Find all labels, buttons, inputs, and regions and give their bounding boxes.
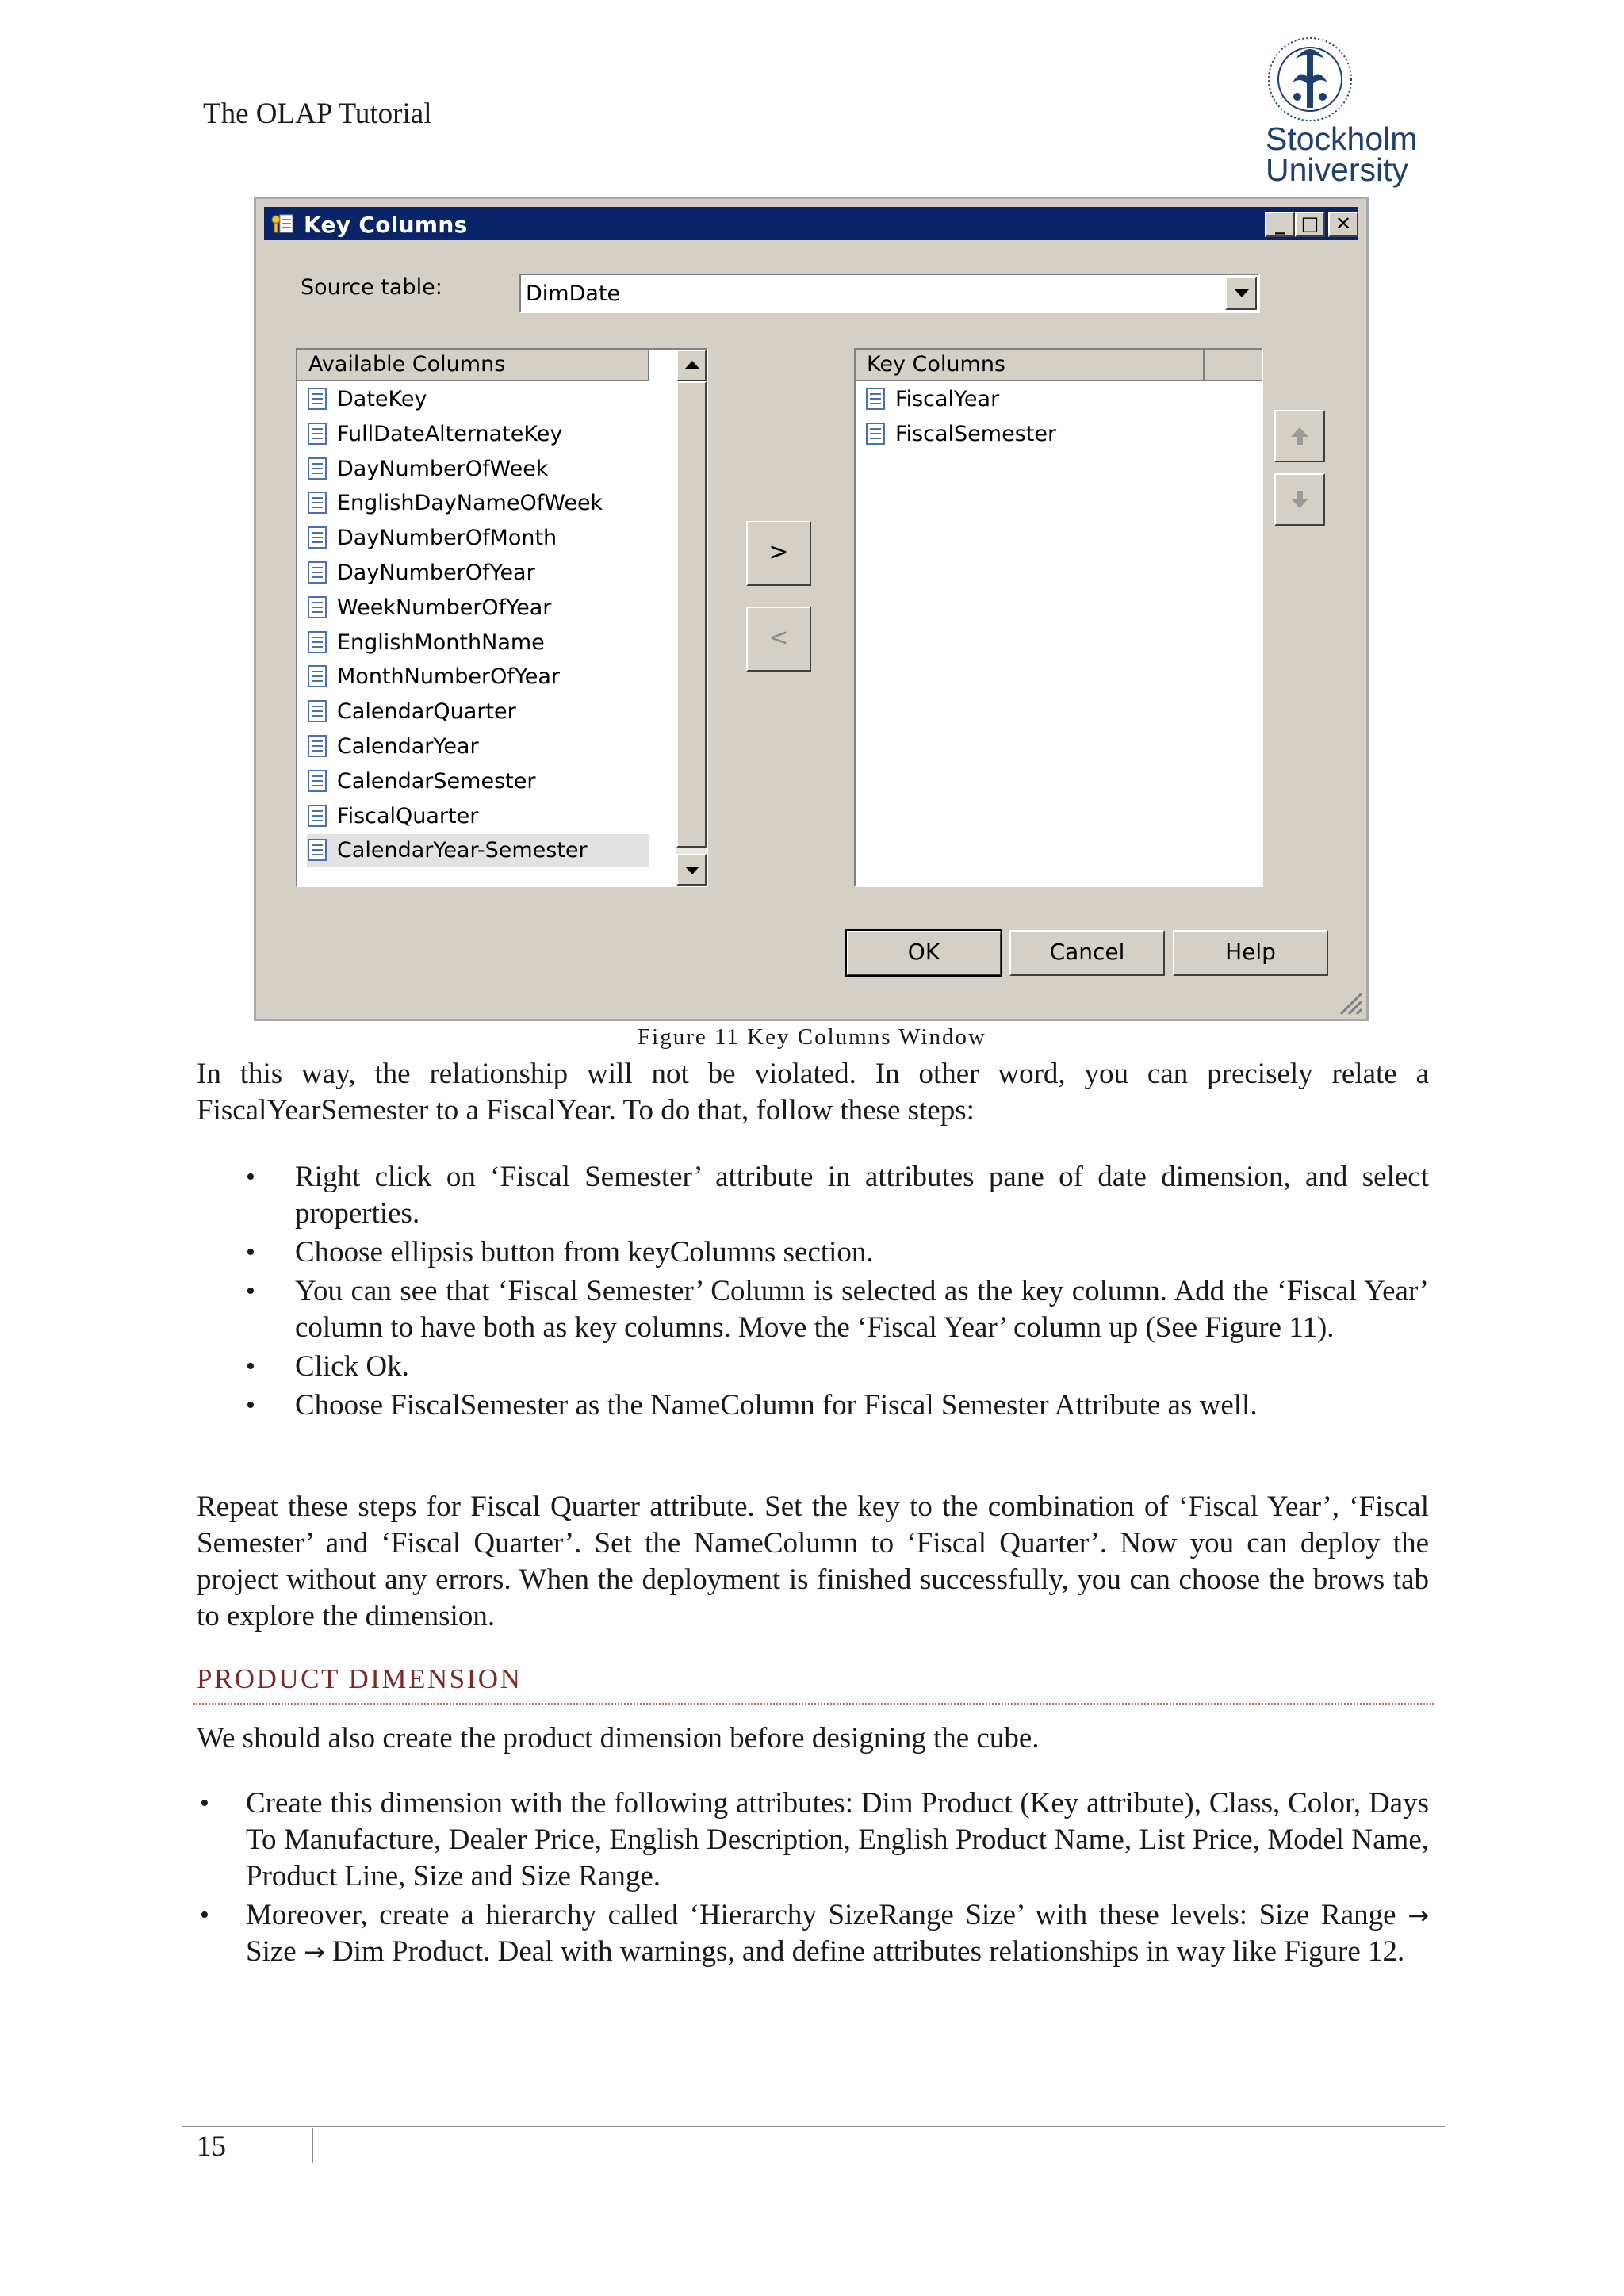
column-icon <box>307 700 327 722</box>
list-item[interactable] <box>307 834 649 867</box>
cancel-button[interactable]: Cancel <box>1009 930 1165 976</box>
list-item: • Choose FiscalSemester as the NameColumn for Fiscal Semester Attribute as well. <box>197 1387 1429 1424</box>
list-item: • Right click on ‘Fiscal Semester’ attribute in attributes pane of date dimension, and select properties. <box>197 1159 1429 1232</box>
list-item[interactable] <box>307 660 649 694</box>
list-item-label: DateKey <box>337 387 427 411</box>
window-titlebar[interactable] <box>264 207 1358 240</box>
column-icon <box>865 388 886 410</box>
list-item[interactable] <box>307 487 649 520</box>
source-table-select[interactable] <box>519 274 1260 313</box>
move-down-button[interactable] <box>1274 473 1325 526</box>
available-columns-scrollbar[interactable] <box>676 350 707 886</box>
list-item-label: DayNumberOfMonth <box>337 526 557 551</box>
column-icon <box>307 631 327 653</box>
scroll-down-icon[interactable] <box>676 854 707 886</box>
logo-line-1: Stockholm <box>1266 121 1418 157</box>
paragraph-repeat: Repeat these steps for Fiscal Quarter attribute. Set the key to the combination of ‘Fiscal Year’, ‘Fiscal Semester’ and ‘Fiscal Quarter’. Set the NameColumn to ‘Fiscal Quarter’. Now you can deploy the project without any errors. When the deployment is finished successfully, you can choose the brows tab to explore the dimension. <box>197 1490 1429 1632</box>
key-columns-list[interactable] <box>854 348 1263 887</box>
page-number: 15 <box>197 2130 226 2163</box>
list-item-label: CalendarYear-Semester <box>337 838 588 863</box>
column-icon <box>307 805 327 827</box>
list-item: • Choose ellipsis button from keyColumns section. <box>197 1234 1429 1271</box>
list-item[interactable] <box>307 695 649 729</box>
column-icon <box>307 735 327 757</box>
footer-divider <box>182 2126 1445 2127</box>
source-table-value: DimDate <box>526 281 621 306</box>
list-item-label: DayNumberOfWeek <box>337 456 549 481</box>
add-column-button[interactable]: > <box>746 521 811 586</box>
column-icon <box>307 492 327 514</box>
list-item[interactable] <box>307 418 649 451</box>
list-item[interactable] <box>307 800 649 833</box>
list-item-label: WeekNumberOfYear <box>337 595 552 620</box>
logo-line-2: University <box>1266 151 1408 188</box>
available-columns-header[interactable]: Available Columns <box>297 350 649 381</box>
window-title: Key Columns <box>304 212 468 238</box>
key-columns-header-filler <box>1205 350 1263 381</box>
list-item[interactable] <box>307 591 649 625</box>
logo-wordmark <box>1266 121 1432 188</box>
list-item[interactable] <box>307 730 649 763</box>
column-icon <box>307 388 327 410</box>
running-header: The OLAP Tutorial <box>203 98 432 130</box>
paragraph-product: We should also create the product dimension before designing the cube. <box>197 1722 1040 1755</box>
list-item[interactable] <box>865 383 1198 416</box>
list-item-text: Size <box>246 1935 297 1968</box>
column-icon <box>307 770 327 792</box>
column-icon <box>865 423 886 445</box>
list-item-label: CalendarYear <box>337 734 479 759</box>
list-item-label: FiscalYear <box>895 387 1000 411</box>
paragraph-intro: In this way, the relationship will not be violated. In other word, you can precisely relate a FiscalYearSemester to a FiscalYear. To do that, follow these steps: <box>197 1058 1429 1127</box>
arrow-up-icon <box>1289 426 1310 446</box>
source-table-label: Source table: <box>301 275 442 300</box>
column-icon <box>307 526 327 549</box>
list-item[interactable] <box>307 765 649 798</box>
column-icon <box>307 423 327 445</box>
key-columns-window <box>254 197 1369 1021</box>
arrow-right-icon: → <box>303 1937 325 1967</box>
column-icon <box>307 561 327 584</box>
list-item-label: MonthNumberOfYear <box>337 664 561 690</box>
available-columns-list[interactable] <box>296 348 708 887</box>
column-icon <box>307 596 327 618</box>
list-item[interactable] <box>865 418 1198 451</box>
list-item-label: CalendarQuarter <box>337 699 516 725</box>
university-logo <box>1261 35 1427 193</box>
list-item-label: EnglishMonthName <box>337 629 545 655</box>
help-button[interactable]: Help <box>1173 930 1328 976</box>
list-item[interactable] <box>307 453 649 486</box>
key-table-icon <box>270 213 294 234</box>
list-item[interactable] <box>307 522 649 555</box>
column-icon <box>307 665 327 687</box>
arrow-down-icon <box>1289 489 1310 510</box>
section-divider <box>193 1703 1434 1705</box>
list-item[interactable] <box>307 383 649 416</box>
key-columns-header[interactable]: Key Columns <box>856 350 1205 381</box>
list-item-label: EnglishDayNameOfWeek <box>337 491 603 516</box>
arrow-right-icon: → <box>1408 1900 1430 1931</box>
column-icon <box>307 457 327 480</box>
chevron-down-icon[interactable] <box>1225 277 1257 310</box>
resize-grip-icon[interactable] <box>1336 989 1363 1016</box>
list-item-text: Dim Product. Deal with warnings, and define attributes relationships in way like Figure 12. <box>332 1935 1405 1968</box>
move-up-button[interactable] <box>1274 410 1325 462</box>
list-item: • You can see that ‘Fiscal Semester’ Column is selected as the key column. Add the ‘Fiscal Year’ column to have both as key columns. Move the ‘Fiscal Year’ column up (See Figure 11). <box>197 1273 1429 1346</box>
list-item-label: DayNumberOfYear <box>337 561 535 585</box>
list-item[interactable] <box>307 626 649 660</box>
ok-button[interactable]: OK <box>846 930 1002 976</box>
minimize-button[interactable]: _ <box>1265 212 1295 237</box>
footer-tick <box>312 2128 313 2163</box>
list-item-label: CalendarSemester <box>337 768 536 794</box>
maximize-button[interactable]: □ <box>1295 212 1325 237</box>
remove-column-button[interactable]: < <box>746 607 811 672</box>
list-item: • Create this dimension with the following attributes: Dim Product (Key attribute), Class, Color, Days To Manufacture, Dealer Price, English Description, English Product Name, List Price, Model Name, Product Line, Size and Size Range. <box>197 1785 1429 1895</box>
column-icon <box>307 839 327 861</box>
scroll-up-icon[interactable] <box>676 350 707 381</box>
list-item-label: FiscalQuarter <box>337 803 479 828</box>
product-steps-list <box>197 1785 1429 1973</box>
list-item-text: Moreover, create a hierarchy called ‘Hierarchy SizeRange Size’ with these levels: Size Range <box>246 1899 1396 1931</box>
list-item-label: FullDateAlternateKey <box>337 421 563 446</box>
scroll-thumb[interactable] <box>676 381 707 848</box>
list-item-label: FiscalSemester <box>895 421 1057 446</box>
close-button[interactable]: ✕ <box>1328 212 1358 237</box>
list-item[interactable] <box>307 557 649 590</box>
steps-list <box>197 1159 1429 1426</box>
university-seal-icon <box>1261 35 1427 127</box>
section-heading: PRODUCT DIMENSION <box>197 1663 523 1694</box>
list-item <box>197 1897 1429 1970</box>
figure-caption: Figure 11 Key Columns Window <box>638 1024 986 1050</box>
list-item: • Click Ok. <box>197 1349 1429 1385</box>
